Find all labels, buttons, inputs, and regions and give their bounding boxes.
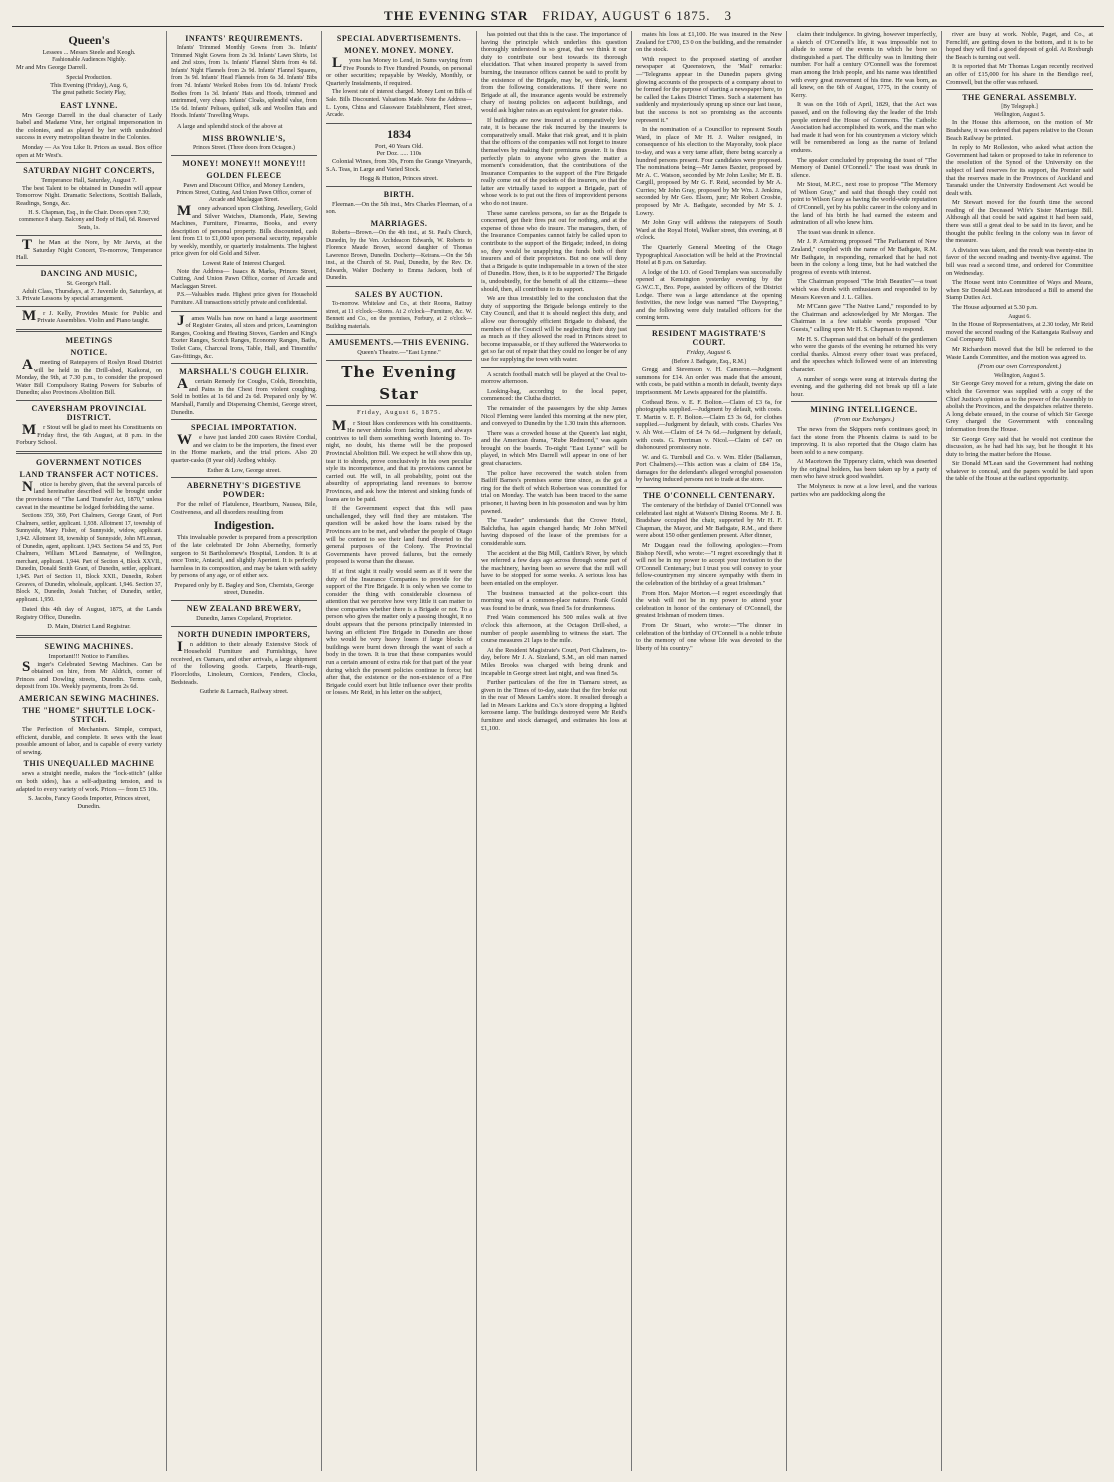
agent: S. Jacobs, Fancy Goods Importer, Princes street, Dunedin. [28, 795, 150, 810]
rm-court-date: Friday, August 6. [686, 348, 732, 356]
abernethy-intro: For the relief of Flatulence, Heartburn, Nausea, Bile, Costiveness, and all disorders resulting from [171, 501, 317, 516]
caversham-body: Mr Stout will be glad to meet his Constituents on Friday first, the 6th August, at 8 p.m. in the Forbury School. [16, 422, 162, 447]
editorial-p2: If the Government expect that this will pass unchallenged, they will find they are mistaken. The question will be asked how the loans raised by the Provinces are to be met, and whether the people of Otago will be content to see their land fund diverted to the general purposes of the Colony. The Provincial Governments have proved failures, but the remedy proposed is worse than the disease. [326, 505, 472, 566]
col7-p5: Mr Stewart moved for the fourth time the second reading of the Deceased Wife's Sister Marriage Bill. Although all that could be said against it had been said, there was still a great deal to be said in its favor, and he thought the public feeling in the colony was in favor of the measure. [946, 199, 1093, 245]
col5-p13: From Dr Stuart, who wrote:—"The dinner in celebration of the birthday of O'Connell is a noble tribute to the memory of one whose life was devoted to the liberty of his country." [636, 621, 782, 652]
government-heading: GOVERNMENT NOTICES [36, 457, 142, 467]
divider [171, 477, 317, 478]
rm-court-heading: RESIDENT MAGISTRATE'S COURT. [651, 328, 766, 347]
abernethy-body: This invaluable powder is prepared from a prescription of the late celebrated Dr John Abernethy, formerly surgeon to St Bartholomew's Hospital, London. It is at once Tonic, Antacid, and slightly Aperient. It is perfectly harmless in its composition, and may be taken with safety by persons of any age, or of either sex. [171, 534, 317, 580]
families-notice: Important!!! Notice to Families. [48, 653, 130, 661]
hogg-hutton: Hogg & Hutton, Princes street. [359, 175, 438, 183]
infants-heading: INFANTS' REQUIREMENTS. [185, 34, 303, 43]
brewery-proprietor: Dunedin, James Copeland, Proprietor. [196, 615, 292, 623]
col7-p13: Sir Donald M'Lean said the Government had nothing whatever to conceal, and the papers would be laid upon the table of the House at the earliest opportunity. [946, 460, 1093, 483]
brewery-heading: NEW ZEALAND BREWERY, [186, 604, 302, 614]
nore-ad: The Man at the Nore, by Mr Jarvis, at the Saturday Night Concert, To-morrow, Temperance Hall. [16, 237, 162, 262]
money-heading: MONEY! MONEY!! MONEY!!! [182, 159, 306, 169]
mining-sub: (From our Exchanges.) [833, 416, 895, 424]
indigestion-heading: Indigestion. [213, 518, 275, 533]
correspondent-date: Wellington, August 5. [994, 372, 1045, 379]
home-heading: THE "HOME" SHUTTLE LOCK-STITCH. [22, 706, 156, 725]
marriages-body: Roberts—Brown.—On the 4th inst., at St. Paul's Church, Dunedin, by the Ven. Archdeacon Edwards, W. Roberts to Florence Maude Brown, second daughter of Thomas Lawrence Brown, Dunedin. Docherty—Keirans.—On the 5th inst., at the Church of St. Paul, Dunedin, by the Rev. Dr. Edwards, Walter Docherty to Emma Jackson, both of Dunedin. [326, 229, 472, 282]
masthead-page: 3 [724, 8, 732, 23]
lessees: Lessees ... Messrs Steele and Keogh. [42, 49, 136, 56]
divider [946, 89, 1093, 90]
col7-p1: river are busy at work. Noble, Paget, and Co., at Ferncliff, are getting down to the bottom, and it is to be hoped they will find a good deposit of gold. At Roxburgh the Beach is turning out well. [946, 31, 1093, 61]
col6-p5: The toast was drunk in silence. [797, 228, 875, 236]
col6-p6: Mr J. P. Armstrong proposed "The Parliament of New Zealand," coupled with the name of Mr Bathgate, R.M. Mr Bathgate, in responding, remarked that he had not been in the colony a long time, but he had watched the progress of events with interest. [791, 238, 937, 276]
birth-body: Fleeman.—On the 5th inst., Mrs Charles Fleeman, of a son. [326, 200, 472, 216]
divider [171, 419, 317, 420]
col4-p12: The business transacted at the police-court this morning was of a common-place nature. Frank Gould was found to be drunk, was fined 5s for drunkenness. [481, 589, 627, 612]
play-title: EAST LYNNE. [60, 100, 118, 110]
col4-p14: At the Resident Magistrate's Court, Port Chalmers, to-day, before Mr J. A. Sizeland, S.M., an old man named Miles Brooks was charged with being drunk and incapable in George street last night, and was fined 5s. [481, 646, 627, 677]
col4-p2: If buildings are now insured at a comparatively low rate, it is because the risk incurred by the insurers is comparatively small. Make that risk great, and it is plain that the officers of the companies will not forget to insure themselves by making their premiums greater. It is thus perfectly plain to anyone who gives the matter a moment's consideration, that the contributions of the Insurance Companies to the support of the Fire Brigade really come out of the pockets of the insurers, so that the latter are virtually taxed to support a Brigade, part of whose work is to put out the fires of improvident persons who do not insure. [481, 116, 627, 208]
amusements-body: Queen's Theatre.—"East Lynne." [357, 349, 441, 357]
editorial-dateline: Friday, August 6, 1875. [357, 409, 441, 417]
concerts-body: The best Talent to be obtained in Dunedin will appear Tomorrow Night. Dramatic Selections, Scottish Ballads, Readings, Songs, &c. [16, 184, 162, 207]
brownlie-shop: MISS BROWNLIE'S, [202, 133, 286, 143]
divider [16, 400, 162, 401]
col7-p8: The House adjourned at 5.30 p.m. [952, 304, 1038, 311]
divider [16, 329, 162, 332]
col7-p9: In the House of Representatives, at 2.30 today, Mr Reid moved the second reading of the Kaitangata Railway and Coal Company Bill. [946, 321, 1093, 344]
divider [791, 401, 937, 402]
importers-heading: NORTH DUNEDIN IMPORTERS, [177, 629, 311, 639]
notice-heading: NOTICE. [70, 348, 108, 358]
column-5 [632, 31, 787, 1471]
singer-ad: Singer's Celebrated Sewing Machines. Can be obtained on hire, from Mr Aldrich, corner of Princes and Dowling streets, Dunedin. Terms cash, deposit from 10s. Weekly payments, from 2s 6d. [16, 658, 162, 691]
brownlie-address: Princes Street. (Three doors from Octagon.) [193, 144, 295, 151]
land-transfer-body: Notice is hereby given, that the several parcels of land hereinafter described will be brought under the provisions of "The Land Transfer Act, 1870," unless caveat in the meantime be lodged forbidding the same. [16, 478, 162, 511]
col5-p7: Gregg and Stevenson v. H. Cameron.—Judgment summons for £14. An order was made that the amount, with costs, be paid within a month in default, twenty days imprisonment. Mr Lewis appeared for the plaintiffs. [636, 366, 782, 396]
importers-firm: Guthrie & Larnach, Railway street. [199, 688, 289, 696]
divider [16, 235, 162, 236]
col5-p10: The centenary of the birthday of Daniel O'Connell was celebrated last night at Watson's Dining Rooms. Mr J. B. Bradshaw occupied the chair, supported by Mr H. F. Chapman, the Mayor, and Mr Bathgate, R.M., and there were about 150 other gentlemen present. After dinner, [636, 502, 782, 540]
col5-p1: mates his loss at £1,100. He was insured in the New Zealand for £700, £3 0 on the building, and the remainder on the stock. [636, 31, 782, 54]
col5-p12: From Hon. Major Morton.—I regret exceedingly that the wish will not be in my power to attend your celebration in honor of the centenary of O'Connell, the greatest Irishman of modern times. [636, 589, 782, 620]
assembly-date-2: August 6. [1008, 313, 1031, 320]
col4-p15: Further particulars of the fire in Tiamaru street, as given in the Times of to-day, state that the fire broke out in the rear of Messrs Lamb's store. It resulted through a lad in Messrs Larkins and Co.'s store dropping a lighted kerosene lamp. The buildings destroyed were Mr Reid's furniture and stock damaged, and estimates his loss at £1,100. [481, 679, 627, 732]
col6-p10: A number of songs were sung at intervals during the evening, and the gathering did not break up till a late hour. [791, 375, 937, 398]
col4-p10: The "Leader" understands that the Crowe Hotel, Balclutha, has again changed hands; Mr John M'Neil having disposed of the lease of the premises for a considerable sum. [481, 517, 627, 547]
col4-p11: The accident at the Big Mill, Caitlin's River, by which we referred a few days ago across through some part of the machinery, having been so severe that the mill will have to be stopped for some weeks. A serious loss has been entailed on the employer. [481, 549, 627, 587]
col6-p12: At Macetown the Tipperary claim, which was deserted by the original holders, has been taken up by a party of men who have struck good washdirt. [791, 458, 937, 481]
concerts-venue: Temperance Hall, Saturday, August 7. [41, 177, 137, 185]
port-year: 1834 [387, 126, 411, 141]
col6-p13: The Molyneux is now at a low level, and the various parties who are paddocking along the [791, 483, 937, 498]
assembly-telegraph: [By Telegraph.] [1001, 104, 1038, 111]
golden-fleece-heading: GOLDEN FLEECE [206, 171, 282, 181]
col4-p13: Fred Wain commenced his 500 miles walk at five o'clock this afternoon, at the Octagon Drill-shed, a number of people assembling to witness the start. The course measures 21 laps to the mile. [481, 614, 627, 645]
column-7 [942, 31, 1097, 1471]
port-heading: Port, 40 Years Old. [375, 142, 423, 150]
land-transfer-heading: LAND TRANSFER ACT NOTICES. [19, 469, 159, 479]
col5-p4: Mr John Gray will address the ratepayers of South Ward at the Royal Hotel, Walker street, this evening, at 8 o'clock. [636, 219, 782, 242]
rm-court-before: (Before J. Bathgate, Esq., R.M.) [671, 358, 747, 365]
meetings-heading: MEETINGS [65, 336, 113, 346]
column-3 [322, 31, 477, 1471]
divider [326, 123, 472, 124]
col5-p6: A lodge of the I.O. of Good Templars was successfully opened at Kensington yesterday evening by the G.W.C.T., Bro. Pope, assisted by officers of the District Lodge. There was a large attendance at the opening festivities, the new lodge was named "The Dayspring," and the following were duly installed officers for the coming term. [636, 268, 782, 322]
divider [16, 451, 162, 454]
infants-stock: A large and splendid stock of the above at [177, 122, 283, 130]
dancing-heading: DANCING AND MUSIC, [40, 269, 138, 279]
assembly-heading: THE GENERAL ASSEMBLY. [962, 93, 1077, 103]
divider [636, 487, 782, 488]
importation-body: We have just landed 200 cases Rivière Cordial, and we claim to be the importers, the finest ever in the Home markets, and the trial prices. Also 20 quarter-casks (8 year old) Ardbeg whisky. [171, 432, 317, 464]
marriages-heading: MARRIAGES. [370, 218, 428, 228]
col4-p1: has pointed out that this is the case. The importance of having the principle which underlies this question thoroughly understood is so great, that we think it our duty to contribute our best towards its thorough elucidation. That when insured property is saved from burning, the insurance offices cannot be said to profit by the existence of the Brigade, may be, we think, learnt from the following considerations. If there were no Brigade at all, the insurance agents would be extremely chary of issuing policies on adjacent buildings, and would ask higher rates as an equivalent for greater risks. [481, 31, 627, 114]
editorial-p1: Mr Stout likes conferences with his constituents. He never shrinks from facing them, and always contrives to tell them something worth listening to. To-night, no doubt, his theme will be the proposed Provincial Abolition Bill. We expect he will show this up, tear it to shreds, prove conclusively in his own peculiar style its incompetence, and that its provisions cannot be carried out. He will, in all probability, point out the absurdity of appropriating land revenues to borrow Provinces, and ask how the interest and sinking funds of loans are to be paid. [326, 417, 472, 503]
birth-heading: BIRTH. [383, 189, 415, 199]
col4-p7: The remainder of the passengers by the ship James Nicol Fleming were landed this morning at the new pier, and conveyed to Dunedin by the 1.30 train this afternoon. [481, 404, 627, 428]
masthead [12, 8, 1104, 27]
lyons-heading: MONEY. MONEY. MONEY. [344, 46, 454, 55]
divider [326, 286, 472, 287]
col5-p3: In the nomination of a Councillor to represent South Ward, in place of Mr H. J. Walter resigned, in consequence of his election to the Mayoralty, took place to-day, and was a very tame affair, there being scarcely a hundred persons present. Four candidates were proposed. The nominations being—Mr James Baxter, proposed by Mr A. C. Watson, seconded by Mr John Leslie; Mr E. B. Cargill, proposed by Mr G. F. Reid, seconded by Mr A. Curries; Mr John Gray, proposed by Mr Wm. J. Jenkins, seconded by Mr Geo. Elsom, junr; Mr Robert Crosbie, proposed by Mr A. Bathgate, seconded by Mr S. J. Lowry. [636, 126, 782, 217]
col5-p9: W. and G. Turnbull and Co. v. Wm. Elder (Ballamun, Port Chalmers).—This action was a claim of £84 15s, damages for the defendant's alleged wrongful possession by having induced persons not to trade at the store. [636, 453, 782, 484]
col6-p9: Mr H. S. Chapman said that on behalf of the gentlemen who were the guests of the evening he returned his very cordial thanks. Almost every other toast was prefaced, and the speeches which followed were of an interesting character. [791, 335, 937, 373]
infants-list: Infants' Trimmed Monthly Gowns from 3s. Infants' Trimmed Night Gowns from 2s 3d. Infants' Lawn Shirts, 1st and 2nd sizes, from 1s. Infants' Flannel Shirts from 4s 6d. Infants' Night Flannels from 2s 9d. Infants' Flannel Squares, from 3s 9d. Infants' Head Flannels from 6s 3d. Infants' Bibs from 7d. Infants' Worked Robes from 10s 6d. Infants' Frock Bodies from 1s 3d. Infants' Hats and Hoods, trimmed and untrimmed, very cheap. Infants' Cloaks, splendid value, from 15s 6d. Infants' Pelisses, quilted, silk and Woollen Hats and Hoods. Infants' Travelling Wraps. [171, 45, 317, 120]
col4-p3: These same careless persons, so far as the Brigade is concerned, get their fires put out for nothing, and at the expense of those who do insure. The managers, then, of the Insurance Companies cannot fairly be called upon to contribute to the support of the Brigade; indeed, in doing so, they would be unapplying the funds both of their insurers and of their proprietors. But no one will deny that a Brigade is quite indispensable in a town of the size of Dunedin. How, then, is it to be supported? The Brigade is, undoubtedly, for the benefit of all the citizens—these should, then, all contribute to its support. [481, 209, 627, 293]
auction-body: To-morrow. Whitelaw and Co., at their Rooms, Rattray street, at 11 o'clock—Stores. At 2 o'clock—Furniture, &c. W. Bennett and Co., on the premises, Forbury, at 2 o'clock—Building materials. [326, 301, 472, 330]
col6-p1: claim their indulgence. In giving, however imperfectly, a sketch of O'Connell's life, it was impossible not to allude to some of the events in which he bore so distinguished a part. The difficulty was in limiting their number. For half a century O'Connell was the foremost man among the Irish people, and his name was identified with every great movement of his time. He was born, as all knew, on the 6th of August, 1775, in the county of Kerry. [791, 31, 937, 99]
col7-p12: Sir George Grey said that he would not continue the discussion, as he had had his say, but he thought it his duty to bring the matter before the House. [946, 435, 1093, 458]
divider [16, 265, 162, 266]
lyons-address: The lowest rate of interest charged. Money Lent on Bills of Sale. Bills Discounted. Valuations Made. Note the Address— L. Lyons, China and Glassware Establishment, Fleet street, Arcade. [326, 89, 472, 119]
column-2 [167, 31, 322, 1471]
land-sections: Sections 359, 369, Port Chalmers, George Grant, of Port Chalmers, settler, applicant. 1,938. Allotment 17, township of Sunnyside, Mary Fisher, of Sunnyside, widow, applicant. 1,942. Allotment 18, township of Sunnyside, John M'Lennan, of Dunedin, agent, applicant. 1,943. Sections 54 and 55, Port Chalmers, William M'Leod Bannatyne, of Wellington, merchant, applicant. 1,944. Part of Section 4, Block XXVII., Dunedin, Donald Smith Grant, of Dunedin, settler, applicant. 1,945. Part of Section 11, Block XXII., Dunedin, Robert Greaves, of Dunedin, wholesale, applicant. 1,946. Section 37, Block X, Dunedin, Josiah Tutcher, of Dunedin, settler, applicant. 1,950. [16, 513, 162, 603]
col7-p3: In the House this afternoon, on the motion of Mr Bradshaw, it was ordered that papers relative to the Ocean Beach Railway be printed. [946, 119, 1093, 142]
theatre-body: Mrs George Darrell in the dual character of Lady Isabel and Madame Vine, her original impersonation in the colonies, and as played by her with undoubted success in every metropolitan theatre in the Colonies. [16, 111, 162, 142]
port-price: Per Doz. ..... 110s [376, 150, 422, 158]
col7-p11: Sir George Grey moved for a return, giving the date on which the Governor was supplied with a copy of the Chief Justice's opinion as to the power of the Assembly to abolish the Provinces, and the despatches relative thereto. A long debate ensued, in the course of which Sir George Grey charged the Government with concealing information from the House. [946, 380, 1093, 433]
special-ads-heading: SPECIAL ADVERTISEMENTS. [336, 34, 462, 43]
unequalled-body: sews a straight needle, makes the "lock-stitch" (alike on both sides), has a self-adjusting tension, and is adapted to every variety of work. Prices — from £5 10s. [16, 770, 162, 793]
importers-body: In addition to their already Extensive Stock of Household Furniture and Furnishings, have received, ex Oamaru, and other arrivals, a large shipment of the following goods. Carpets, Hearth-rugs, Floorcloths, Linoleum, Cornices, Fenders, Clocks, Bedsteads. [171, 638, 317, 686]
divider [171, 600, 317, 601]
divider [16, 635, 162, 638]
divider [636, 325, 782, 326]
cough-elixir-body: Acertain Remedy for Coughs, Colds, Bronchitis, and Pains in the Chest from violent coughing. Sold in bottles at 1s 6d and 2s 6d. Prepared only by W. Marshall, Family and Dispensing Chemist, George street, Dunedin. [171, 376, 317, 416]
interest-note: Lowest Rate of Interest Charged. [202, 260, 286, 268]
theatre-heading: Queen's [68, 33, 110, 47]
mining-heading: MINING INTELLIGENCE. [810, 405, 918, 415]
meeting-notice: Ameeting of Ratepayers of Roslyn Road District will be held in the Drill-shed, Kaikorai, on Monday, the 9th, at 7.30 p.m., to consider the proposed Water Bill Compulsory Rating Powers for Suburbs of Dunedin; also Provinces Abolition Bill. [16, 357, 162, 397]
oconnell-heading: THE O'CONNELL CENTENARY. [642, 491, 776, 501]
lessees-sub: Fashionable Audiences Nightly. [52, 56, 126, 63]
col6-p8: Mr M'Cann gave "The Native Land," responded to by the Chairman and acknowledged by Mr Morgan. The Chairman in a few suitable words proposed "Our Guests," calling upon Mr H. S. Chapman to respond. [791, 303, 937, 333]
pawn-ps: P.S.—Valuables made. Highest price given for Household Furniture. All transactions strictly private and confidential. [171, 292, 317, 307]
col7-p4: In reply to Mr Rolleston, who asked what action the Government had taken or proposed to take in reference to the resolution of the Synod of the University on the subject of land reserves for its support, the Premier said that the reserves made in the Provinces of Auckland and Taranaki under the University Endowment Act would be dealt with. [946, 144, 1093, 197]
theatre-notice: Monday — As You Like It. Prices as usual. Box office open at Mr West's. [16, 143, 162, 159]
wines-body: Colonial Wines, from 30s, From the Grange Vineyards, S.A. Teas, in Large and Varied Stock. [326, 157, 472, 173]
divider [171, 626, 317, 627]
divider [171, 155, 317, 156]
col4-p9: The police have recovered the watch stolen from Bailiff Barnes's premises some time since, as the got a ring for the theft of which Robertson was committed for trial on Monday. The watch has been traced to the same prisoner, it having been in his possession and was by him pawned. [481, 469, 627, 515]
walls-ad: James Walls has now on hand a large assortment of Register Grates, all sizes and prices, Leamington Ranges, Cooking and Heating Stoves, Garden and King's Exeter Ranges, Scotch Ranges, Economy Ranges, Baths, Toilet Cans, Charcoal Irons, Table, Hall, and Tinsmiths' Gas-fittings, &c. [171, 312, 317, 360]
american-heading: AMERICAN SEWING MACHINES. [18, 694, 160, 704]
stars: Mr and Mrs George Darrell. [16, 64, 88, 72]
editorial-banner: The Evening Star [326, 360, 472, 406]
pawn-body: Money advanced upon Clothing, Jewellery, Gold and Silver Watches, Diamonds, Plate, Sewing Machines, Furniture, Firearms, Books, and every description of personal property. Bills discounted, cash lent from £1 to £1,000 upon personal security, repayable by weekly, monthly, or quarterly instalments. The highest price given for old Gold and Silver. [171, 202, 317, 258]
col7-p2: It is reported that Mr Thomas Logan recently received an offer of £15,000 for his share in the Bendigo reef, Cromwell, but the offer was refused. [946, 63, 1093, 86]
amusements-heading: AMUSEMENTS.—THIS EVENING. [328, 338, 470, 348]
col4-p6: Looking-bag, according to the local paper, commenced: the Clutha district. [481, 387, 627, 403]
lyons-body: Lyons has Money to Lend, in Sums varying from Five Pounds to Five Hundred Pounds, on personal or other securities; repayable by Weekly, Monthly, or Quarterly Instalments, if required. [326, 55, 472, 87]
masthead-date: FRIDAY, AUGUST 6 1875. [542, 8, 711, 23]
column-1 [12, 31, 167, 1471]
divider [16, 162, 162, 163]
column-4 [477, 31, 632, 1471]
importation-heading: SPECIAL IMPORTATION. [191, 423, 297, 433]
registrar: D. Main, District Land Registrar. [47, 623, 131, 631]
performance-sub: The great pathetic Society Play, [52, 89, 126, 96]
caversham-heading: CAVERSHAM PROVINCIAL DISTRICT. [31, 404, 147, 422]
col7-p7: The House went into Committee of Ways and Means, when Sir Donald McLean introduced a Bill to amend the Stamp Duties Act. [946, 279, 1093, 302]
assembly-date: Wellington, August 5. [994, 111, 1045, 118]
auction-heading: SALES BY AUCTION. [354, 290, 443, 300]
col4-p8: There was a crowded house at the Queen's last night, and the American drama, "Rube Redmond," was again brought on the boards. To-night "East Lynne" will be played, in which Mrs Darrell will appear in one of her great characters. [481, 429, 627, 468]
abernethy-heading: ABERNETHY'S DIGESTIVE POWDER: [186, 481, 302, 500]
divider [326, 186, 472, 187]
col6-p3: The speaker concluded by proposing the toast of "The Memory of Daniel O'Connell." The toast was drunk in silence. [791, 156, 937, 179]
divider [171, 311, 317, 312]
col5-p2: With respect to the proposed starting of another newspaper at Queenstown, the 'Mail' remarks:—"Telegrams appear in the Dunedin papers giving glowing accounts of the prospects of a company about to be formed for the purpose of starting a newspaper here, to be called the Lakes District Times. Such a statement has suddenly and mysteriously sprung up since our last issue, but the success is not so promising as the accounts represent it." [636, 55, 782, 124]
col6-p11: The news from the Skippers reefs continues good; in fact the stone from the Phoenix claims is said to be improving. It is also reported that the Otago claim has been sold to a new company. [791, 425, 937, 456]
col6-p4: Mr Stout, M.P.C., next rose to propose "The Memory of Wilson Gray," and said that though they could not point to Wilson Gray as having the world-wide reputation of O'Connell, yet by his public career in the colony and in the land of his birth he had earned the esteem and admiration of all who knew him. [791, 181, 937, 227]
masthead-title: THE EVENING STAR [384, 8, 529, 23]
col5-p5: The Quarterly General Meeting of the Otago Typographical Association will be held at the Provincial Hotel at 8 p.m. on Saturday. [636, 244, 782, 267]
divider [481, 367, 627, 368]
divider [171, 363, 317, 364]
editorial-p3: If at first sight it really would seem as if it were the duty of the Insurance Companies to provide for the support of the Fire Brigade. It is only when we come to consider the thing with considerable closeness of attention that we perceive how very little it can matter to these companies whether there is a Brigade or not. To a person who gives the matter only a passing thought, it no doubt appears that the persons principally interested in having an efficient Fire Brigade in Dunedin are those who would be very heavy losers if large blocks of buildings were burnt down through the want of such a body in the town. It is true that these companies would run a certain amount of extra risk for that part of the year during which the present policies continue in force; but after that, the existence or the non-existence of a Fire Brigade could exert but little influence over their profits or losses. Mr Reid, in his letter on the subject, [326, 567, 472, 697]
column-6 [787, 31, 942, 1471]
concerts-heading: SATURDAY NIGHT CONCERTS, [23, 166, 155, 176]
unequalled-heading: THIS UNEQUALLED MACHINE [23, 759, 155, 769]
concerts-chair: H. S. Chapman, Esq., in the Chair. Doors open 7.30; commence 8 sharp. Balcony and Body of Hall, 6d. Reserved Seats, 1s. [18, 209, 160, 231]
kelly-ad: Mr J. Kelly, Provides Music for Public and Private Assemblies. Violin and Piano taught. [22, 307, 162, 325]
col7-p10: Mr Richardson moved that the bill be referred to the Waste Lands Committee, and the motion was agreed to. [946, 345, 1093, 361]
col4-p4: We are thus irresistibly led to the conclusion that the duty of supporting the Brigade belongs entirely to the City Council, and that it is should neglect this duty, and allow our thoroughly efficient Brigade to disband, the members of the Council will be neglecting their duty just as much as if they allowed the road in Princes street to become impassable, or if they suffered the Waterworks to get so far out of repair that they could no longer be of any use for supplying the town with water. [481, 295, 627, 363]
home-body: The Perfection of Mechanism. Simple, compact, efficient, durable, and complete. It sews with the least possible amount of labor, and is capable of every variety of sewing. [16, 726, 162, 756]
dancing-body: Adult Class, Thursdays, at 7. Juvenile do, Saturdays, at 3. Private Lessons by special arrangement. [16, 287, 162, 303]
col5-p8: Cothead Bros. v. E. F. Bolton.—Claim of £3 6s, for photographs supplied.—Judgment by default, with costs. T. Martin v. E. F. Bolton.—Claim £3 3s 6d, for clothes supplied.—Judgment by default, with costs. Charles Ves v. Ah Woi.—Claim of £4 7s 6d.—Judgment by default, with costs. G. Perriman v. Nicol.—Claim of £47 on dishonoured promissory note. [636, 398, 782, 452]
sewing-heading: SEWING MACHINES. [44, 642, 134, 652]
cough-elixir-heading: MARSHALL'S COUGH ELIXIR. [179, 367, 309, 377]
divider [326, 334, 472, 335]
divider [16, 306, 162, 307]
col5-p11: Mr Duggan read the following apologies:—From Bishop Nevill, who wrote:—"I regret exceedingly that it will not be in my power to accept your invitation to the O'Connell Centenary; but I trust you will convey to your fellow-countrymen my sincere sympathy with them in the celebration of the birthday of a great Irishman." [636, 542, 782, 587]
abernethy-prep: Prepared only by E. Bagley and Son, Chemists, George street, Dunedin. [174, 581, 314, 597]
pawn-office: Pawn and Discount Office, and Money Lenders, [183, 182, 305, 190]
importation-firm: Esther & Low, George street. [207, 466, 281, 474]
performance: This Evening (Friday), Aug. 6, [50, 82, 128, 90]
stars-sub: Special Production. [66, 74, 112, 81]
dancing-venue: St. George's Hall. [66, 280, 112, 288]
correspondent-heading: (From our own Correspondent.) [977, 363, 1062, 371]
col4-p5: A scratch football match will be played at the Oval to-morrow afternoon. [481, 370, 627, 386]
pawn-note-address: Note the Address— Isaacs & Marks, Princes Street, Cutting, And Union Pawn Office, corner of Arcade and Maclaggan Street. [171, 267, 317, 290]
col7-p6: A division was taken, and the result was twenty-nine in favor of the second reading and twenty-five against. The bill was read a second time, and ordered for Committee on Wednesday. [946, 246, 1093, 277]
col6-p2: It was on the 16th of April, 1829, that the Act was passed, and on the following day the leader of the Irish people entered the House of Commons. The Catholic Association had accomplished its work, and the man who had made it had won for his countrymen a victory which will be remembered as long as the name of Ireland endures. [791, 101, 937, 154]
land-dated: Dated this 4th day of August, 1875, at the Lands Registry Office, Dunedin. [16, 606, 162, 621]
col6-p7: The Chairman proposed "The Irish Beauties"—a toast which was drunk with enthusiasm and responded to by Messrs Keeven and J. L. Gillies. [791, 278, 937, 301]
pawn-address: Princes Street, Cutting, And Union Pawn Office, corner of Arcade and Maclaggan Street. [176, 189, 312, 204]
